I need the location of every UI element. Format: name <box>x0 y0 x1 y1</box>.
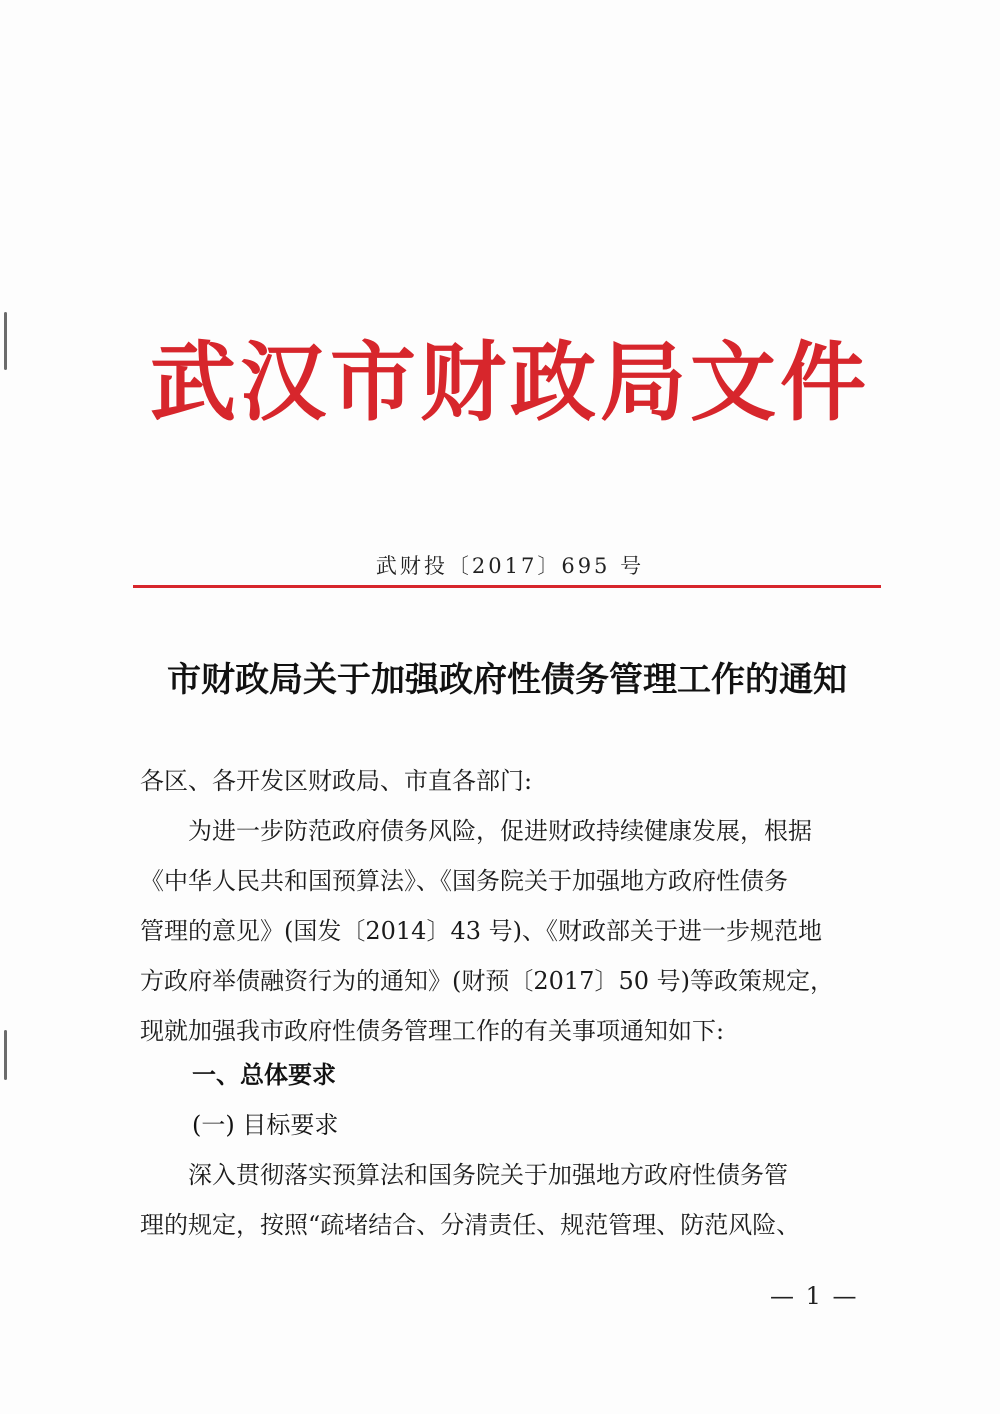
binding-mark <box>4 312 7 370</box>
paragraph-line: 管理的意见》(国发〔2014〕43 号)、《财政部关于进一步规范地 <box>140 917 822 945</box>
paragraph-intro <box>140 806 885 1056</box>
document-number: 武财投〔2017〕695 号 <box>375 554 645 578</box>
paragraph-line: 方政府举债融资行为的通知》(财预〔2017〕50 号)等政策规定， <box>140 967 834 995</box>
paragraph-line: 为进一步防范政府债务风险，促进财政持续健康发展，根据 <box>188 817 812 845</box>
document-masthead: 武汉市财政局文件 <box>150 333 870 433</box>
page-number: — 1 — <box>770 1282 859 1310</box>
paragraph-line: 《中华人民共和国预算法》、《国务院关于加强地方政府性债务 <box>140 867 788 895</box>
paragraph-line: 深入贯彻落实预算法和国务院关于加强地方政府性债务管 <box>188 1161 788 1189</box>
paragraph-goals <box>140 1150 885 1250</box>
red-divider-line <box>133 585 881 588</box>
paragraph-line: 理的规定，按照“疏堵结合、分清责任、规范管理、防范风险、 <box>140 1211 801 1239</box>
addressee-line: 各区、各开发区财政局、市直各部门: <box>140 767 533 795</box>
document-title: 市财政局关于加强政府性债务管理工作的通知 <box>167 660 847 700</box>
paragraph-line: 现就加强我市政府性债务管理工作的有关事项通知如下: <box>140 1017 725 1045</box>
section-heading: 一、总体要求 <box>192 1061 336 1089</box>
subsection-heading: (一) 目标要求 <box>192 1111 339 1139</box>
binding-mark <box>4 1030 7 1080</box>
